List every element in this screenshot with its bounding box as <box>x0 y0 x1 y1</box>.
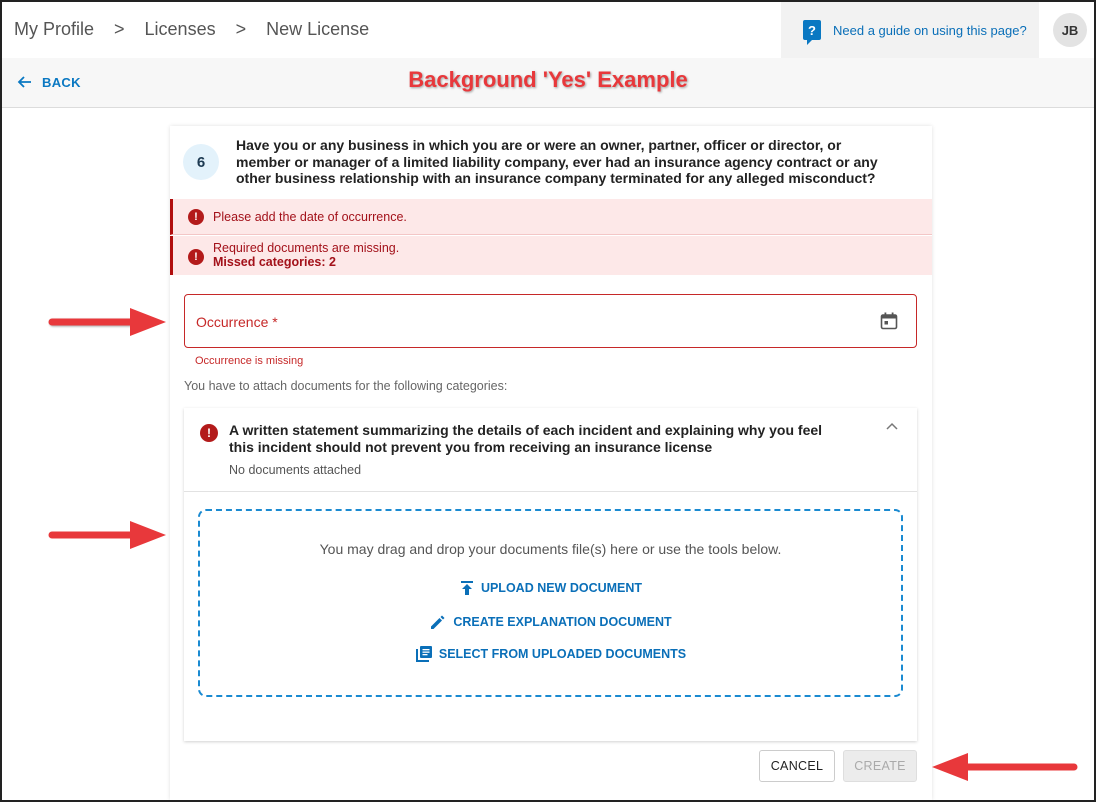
breadcrumb-my-profile[interactable]: My Profile <box>14 19 95 39</box>
guide-link[interactable]: Need a guide on using this page? <box>833 22 1027 38</box>
question-card <box>170 126 932 800</box>
upload-new-document-button[interactable] <box>200 580 901 596</box>
create-explanation-document-button[interactable] <box>200 613 901 631</box>
document-category-header[interactable] <box>184 408 917 492</box>
question-number: 6 <box>183 144 219 180</box>
create-button[interactable]: CREATE <box>843 750 917 782</box>
occurrence-date-field[interactable] <box>184 294 917 348</box>
document-status: No documents attached <box>229 463 362 477</box>
help-question-icon: ? <box>803 20 821 40</box>
breadcrumb-separator: > <box>114 19 125 39</box>
annotation-arrow-right-icon <box>48 518 170 552</box>
occurrence-help-text: Occurrence is missing <box>195 355 304 367</box>
select-uploaded-label: SELECT FROM UPLOADED DOCUMENTS <box>438 647 687 661</box>
breadcrumb-new-license: New License <box>266 19 370 39</box>
document-category-panel <box>184 408 917 741</box>
example-title: Background 'Yes' Example <box>408 67 688 92</box>
guide-box[interactable] <box>781 2 1039 58</box>
error-icon: ! <box>188 249 204 265</box>
chevron-up-icon[interactable] <box>885 422 899 432</box>
pencil-icon <box>429 613 447 631</box>
error-icon: ! <box>200 424 218 442</box>
attach-note: You have to attach documents for the following categories: <box>184 379 508 393</box>
back-label: BACK <box>42 74 81 90</box>
error-missed-categories: Missed categories: 2 <box>213 255 336 269</box>
question-text: Have you or any business in which you are or were an owner, partner, officer or director, or member or manager of a limited liability company, ever had an insurance agency contract or any other business relationship with an insurance company terminated for any alleged misconduct? <box>236 137 878 186</box>
select-uploaded-documents-button[interactable] <box>200 645 901 663</box>
breadcrumb <box>14 19 369 40</box>
annotation-arrow-right-icon <box>48 305 170 339</box>
error-date-text: Please add the date of occurrence. <box>213 210 407 224</box>
occurrence-label: Occurrence * <box>196 314 278 330</box>
breadcrumb-licenses[interactable]: Licenses <box>144 19 216 39</box>
calendar-icon[interactable] <box>880 312 898 330</box>
error-date-missing <box>170 199 932 235</box>
avatar[interactable]: JB <box>1053 13 1087 47</box>
document-category-title: A written statement summarizing the details of each incident and explaining why you feel this incident should not prevent you from receiving an insurance license <box>229 422 823 455</box>
breadcrumb-separator: > <box>235 19 247 39</box>
create-explanation-label: CREATE EXPLANATION DOCUMENT <box>453 615 672 629</box>
error-docs-missing <box>170 236 932 275</box>
top-bar <box>2 2 1094 58</box>
drop-zone[interactable] <box>198 509 903 697</box>
error-icon: ! <box>188 209 204 225</box>
upload-icon <box>459 580 475 596</box>
library-icon <box>415 645 433 663</box>
annotation-arrow-left-icon <box>928 750 1078 784</box>
sub-bar <box>2 58 1094 108</box>
error-docs-text: Required documents are missing. <box>213 241 400 255</box>
cancel-button[interactable]: CANCEL <box>759 750 835 782</box>
drop-zone-text: You may drag and drop your documents file(s) here or use the tools below. <box>319 541 782 557</box>
upload-label: UPLOAD NEW DOCUMENT <box>480 581 643 595</box>
